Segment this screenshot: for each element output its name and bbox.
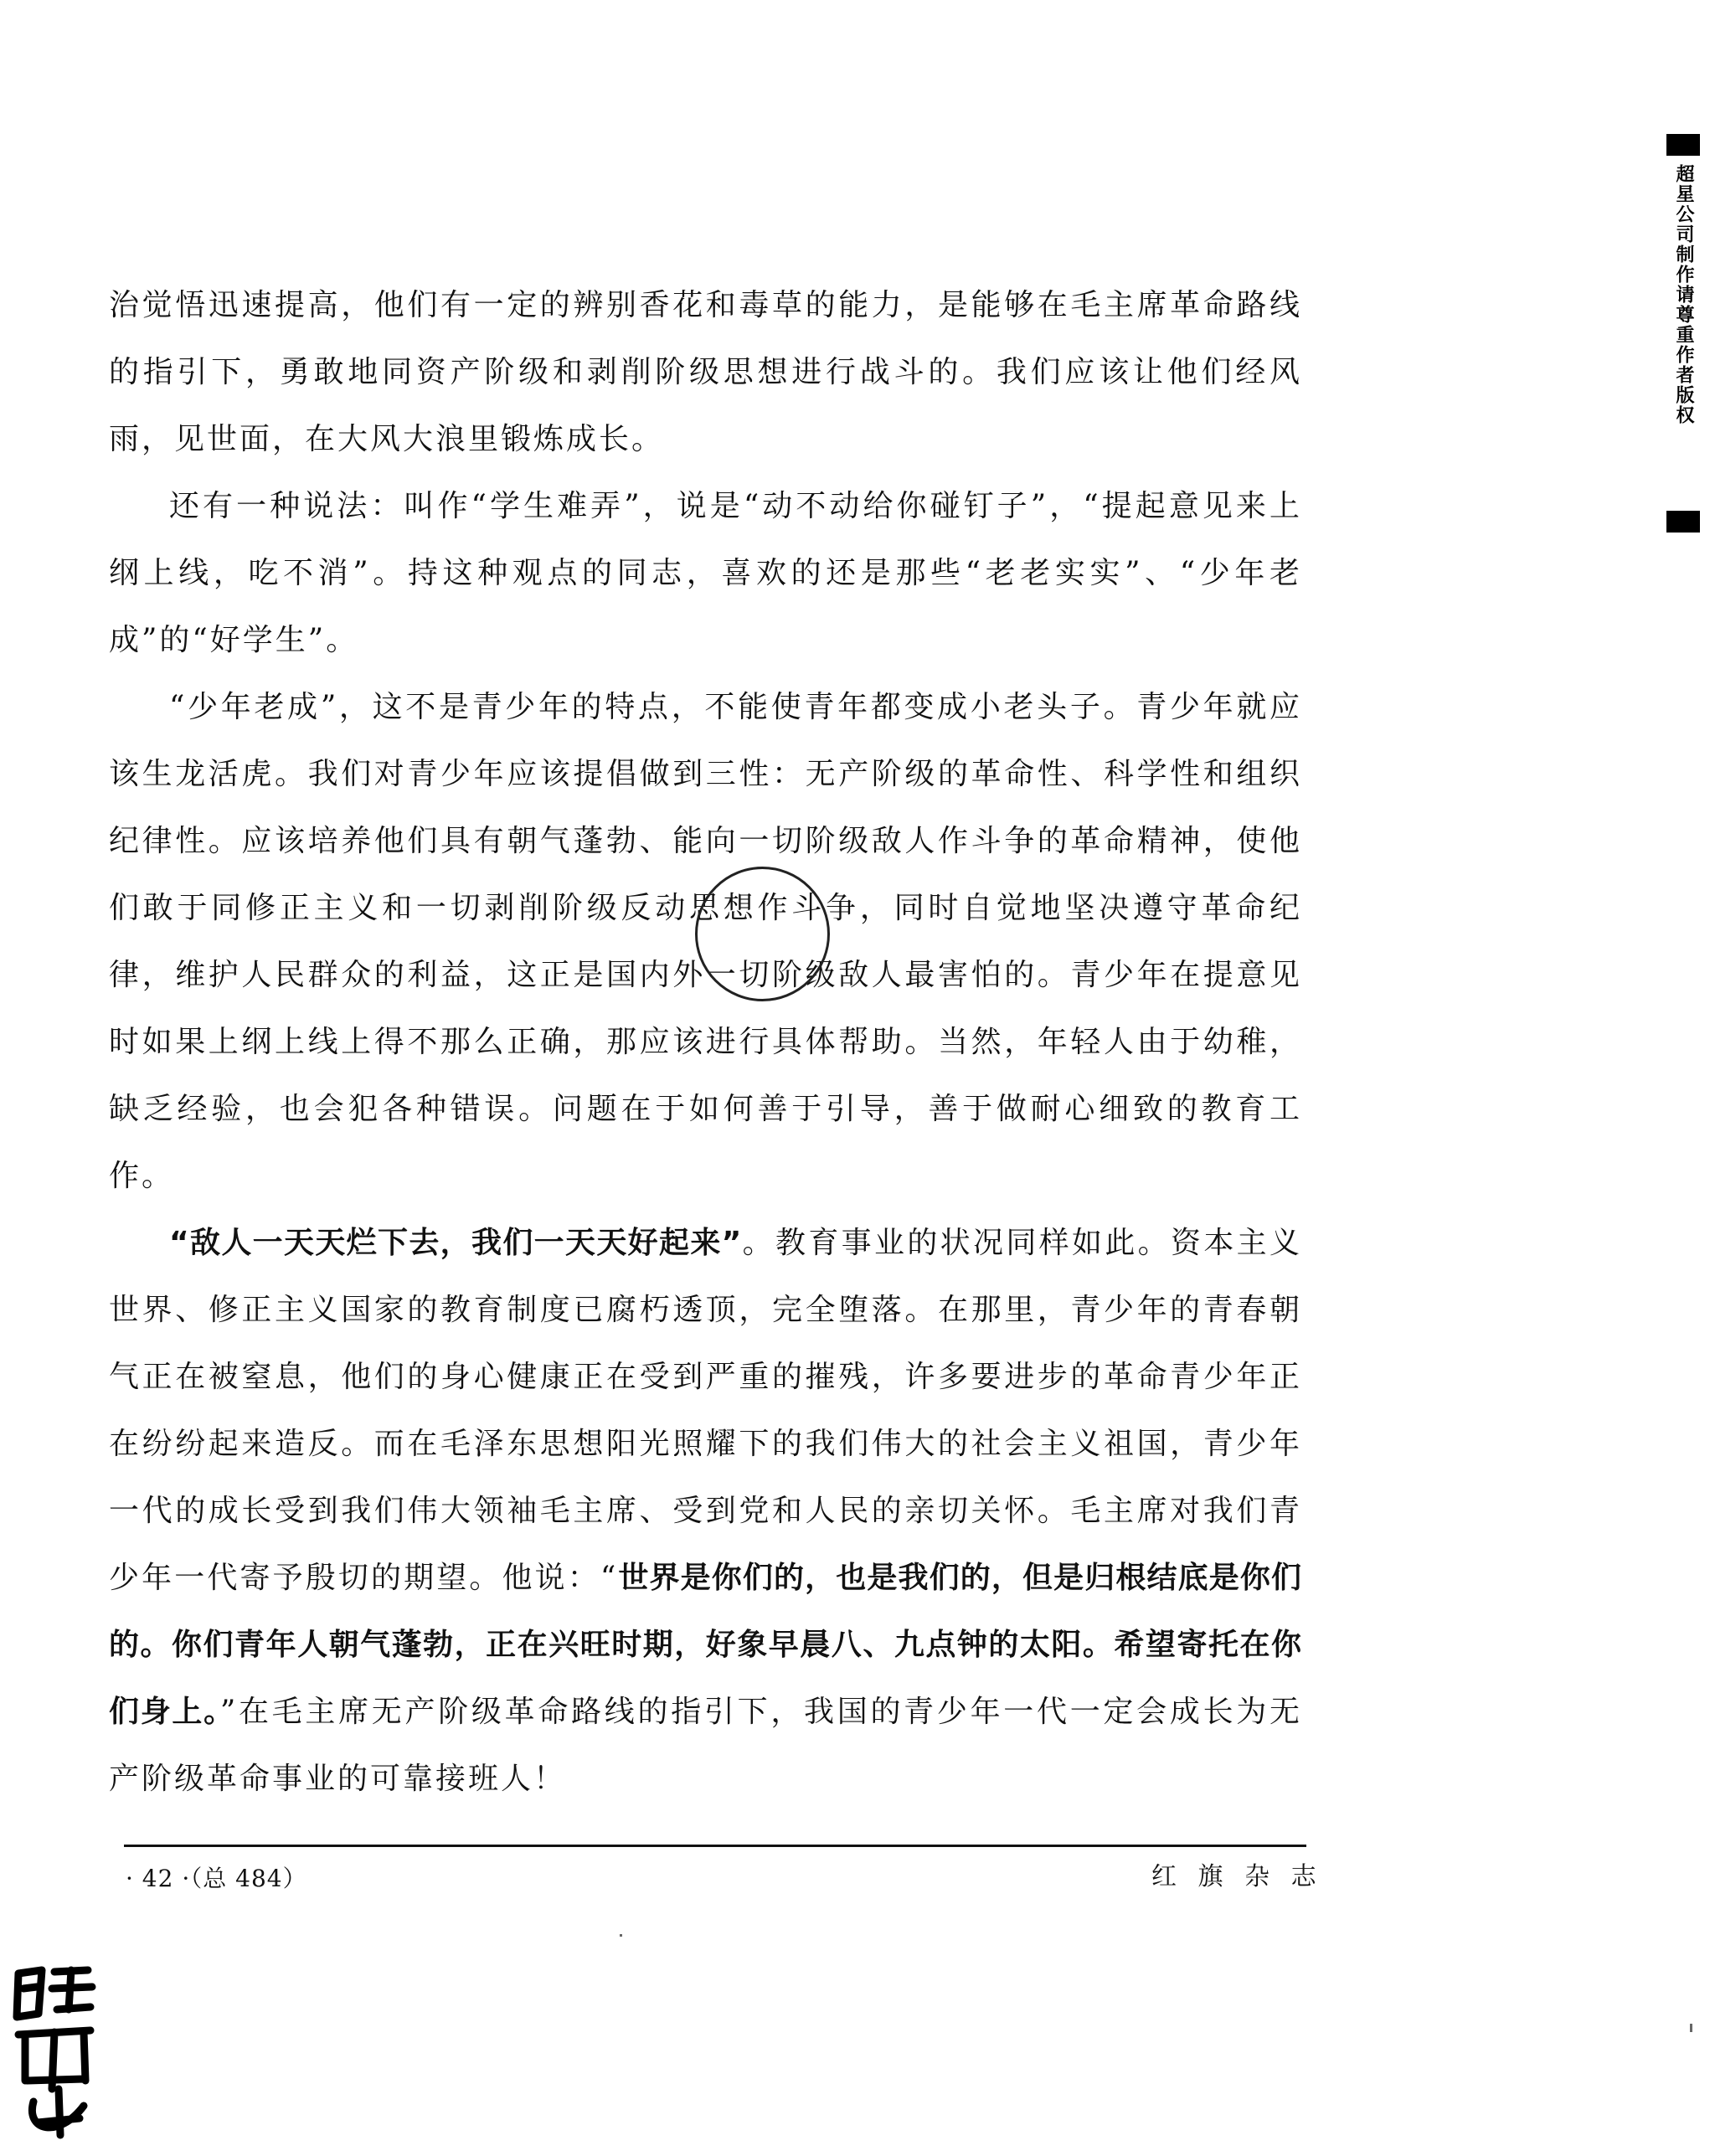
watermark	[1665, 164, 1702, 425]
speck	[1690, 2024, 1692, 2032]
text-run: “少年老成”，这不是青少年的特点，不能使青年都变成小老头子。青少年就应该生龙活虎。我们对青少年应该提倡做到三性：无产阶级的革命性、科学性和组织纪律性。应该培养他们具有朝气蓬勃、能向一切阶级敌人作斗争的革命精神，使他们敢于同修正主义和一切剥削阶级反动思想作斗争，同时自觉地坚决遵守革命纪律，维护人民群众的利益，这正是国内外一切阶级敌人最害怕的。青少年在提意见时如果上纲上线上得不那么正确，那应该进行具体帮助。当然，年轻人由于幼稚，缺乏经验，也会犯各种错误。问题在于如何善于引导，善于做耐心细致的教育工作。	[109, 690, 1302, 1193]
watermark-line-2: 请尊重作者版权	[1673, 285, 1694, 425]
article-body	[109, 272, 1302, 1813]
text-run: 治觉悟迅速提高，他们有一定的辨别香花和毒草的能力，是能够在毛主席革命路线的指引下，勇敢地同资产阶级和剥削阶级思想进行战斗的。我们应该让他们经风雨，见世面，在大风大浪里锻炼成长。	[109, 288, 1302, 456]
footer-rule	[124, 1845, 1306, 1847]
text-run: 。教育事业的状况同样如此。资本主义世界、修正主义国家的教育制度已腐朽透顶，完全堕落。在那里，青少年的青春朝气正在被窒息，他们的身心健康正在受到严重的摧残，许多要进步的革命青少年正在纷纷起来造反。而在毛泽东思想阳光照耀下的我们伟大的社会主义祖国，青少年一代的成长受到我们伟大领袖毛主席、受到党和人民的亲切关怀。毛主席对我们青少年一代寄予殷切的期望。他说：“	[109, 1226, 1302, 1595]
bold-quote: 世界是你们的，也是我们的，但是归根结底是你们的。你们青年人朝气蓬勃，正在兴旺时期，好象早晨八、九点钟的太阳。希望寄托在你们身上。	[109, 1561, 1302, 1729]
journal-name: 红 旗 杂 志	[1151, 1862, 1323, 1891]
watermark-bar-top	[1666, 134, 1700, 156]
page-number: · 42 ·（总 484）	[126, 1865, 307, 1892]
paragraph	[109, 1210, 1302, 1813]
paragraph	[109, 272, 1302, 473]
hand-drawn-circle	[695, 867, 830, 1001]
paragraph	[109, 473, 1302, 674]
watermark-line-1: 超星公司制作	[1673, 164, 1694, 285]
seal-stamp-icon	[8, 1963, 100, 2143]
speck	[620, 1934, 622, 1937]
text-run: ”在毛主席无产阶级革命路线的指引下，我国的青少年一代一定会成长为无产阶级革命事业的可靠接班人！	[109, 1695, 1302, 1796]
text-run: 还有一种说法：叫作“学生难弄”，说是“动不动给你碰钉子”，“提起意见来上纲上线，吃不消”。持这种观点的同志，喜欢的还是那些“老老实实”、“少年老成”的“好学生”。	[109, 489, 1302, 657]
watermark-bar-bottom	[1666, 511, 1700, 533]
bold-quote: “敌人一天天烂下去，我们一天天好起来”	[169, 1226, 743, 1260]
